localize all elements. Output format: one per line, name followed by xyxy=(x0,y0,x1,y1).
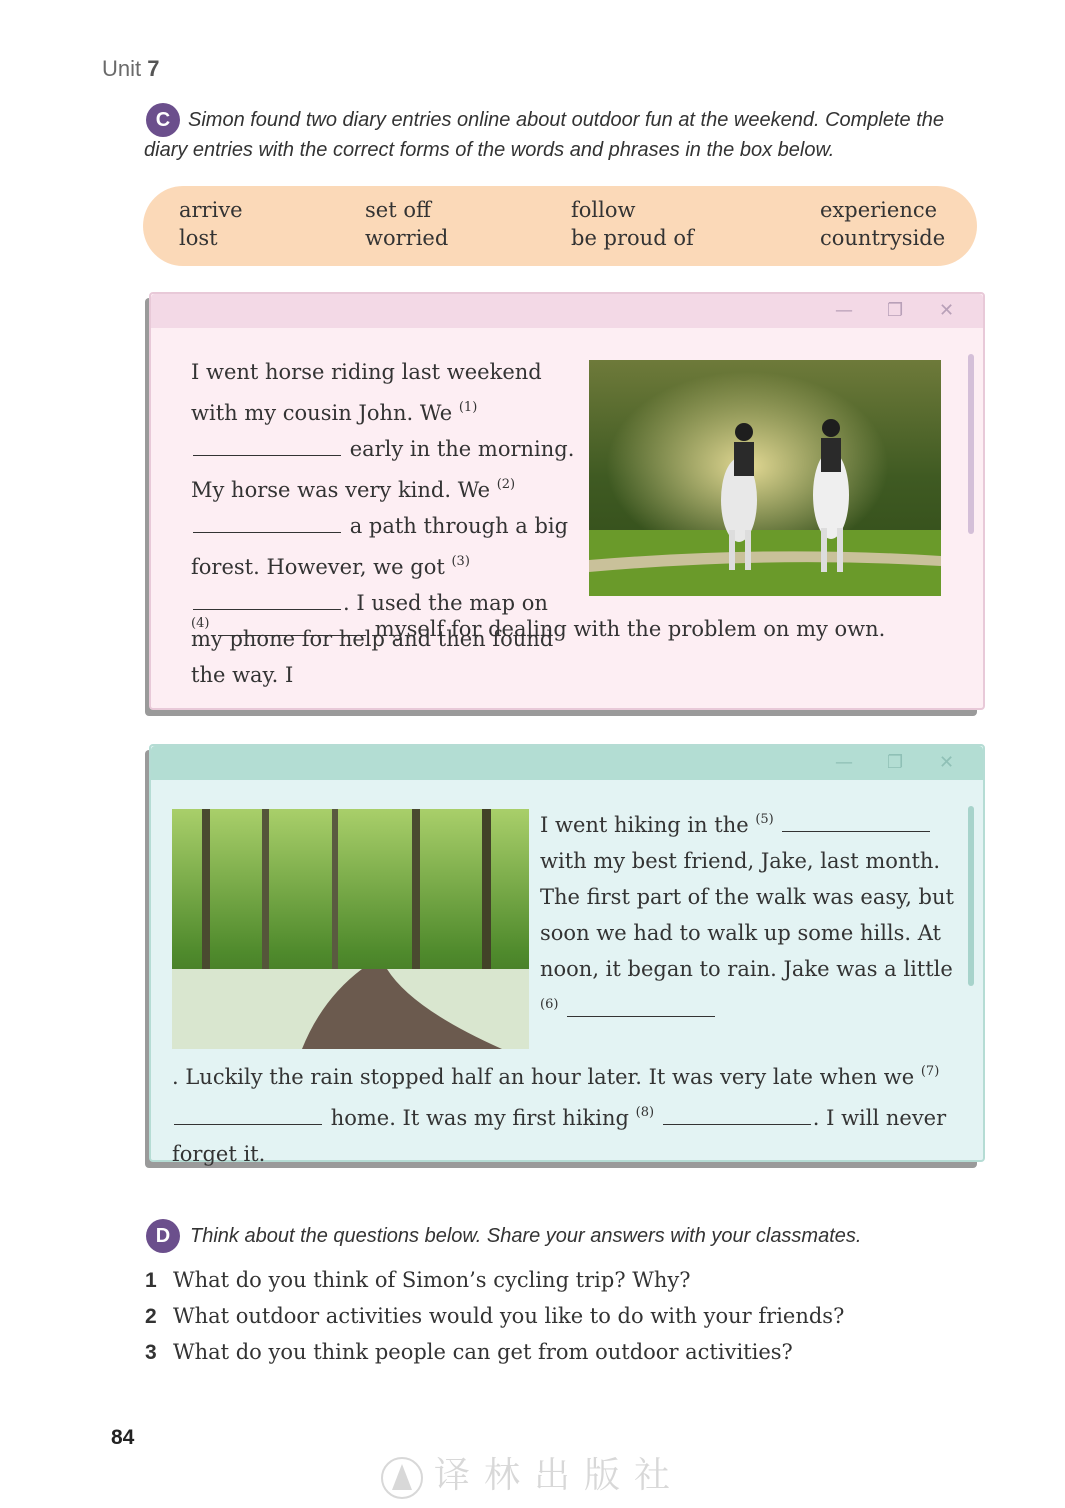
question-number: 3 xyxy=(145,1341,157,1364)
minimize-icon[interactable]: — xyxy=(835,752,853,773)
blank-number: (7) xyxy=(920,1064,940,1079)
word-item: set off xyxy=(365,198,431,222)
close-icon[interactable]: ✕ xyxy=(939,300,955,321)
answer-blank-5[interactable] xyxy=(782,811,930,832)
unit-label: Unit 7 xyxy=(102,56,160,81)
horse-riding-photo xyxy=(589,360,941,596)
entry2-text-bottom xyxy=(172,1054,952,1172)
section-c-instruction: Simon found two diary entries online about outdoor fun at the weekend. Complete the diary entries with the correct forms of the words and phrases in the box below. xyxy=(144,109,945,161)
blank-number: (8) xyxy=(635,1105,655,1120)
forest-path-photo xyxy=(172,809,529,1049)
blank-number: (2) xyxy=(496,477,516,492)
entry1-text: a path through a big forest. However, we got xyxy=(191,514,569,579)
question-text: What do you think of Simon’s cycling trip? Why? xyxy=(173,1268,691,1292)
answer-blank-6[interactable] xyxy=(567,996,715,1017)
answer-blank-2[interactable] xyxy=(193,512,341,533)
entry2-text: I went hiking in the xyxy=(540,813,749,837)
entry2-text: with my best friend, Jake, last month. The first part of the walk was easy, but soon we had to walk up some hills. At noon, it began to rain. Jake was a little xyxy=(540,849,954,981)
word-item: lost xyxy=(179,226,218,250)
page-number: 84 xyxy=(111,1426,135,1449)
blank-number: (4) xyxy=(191,616,210,631)
publisher-watermark xyxy=(380,1447,684,1497)
entry2-text-top xyxy=(540,802,960,1028)
publisher-name: 译林出版社 xyxy=(434,1455,685,1496)
section-d-instruction: Think about the questions below. Share your answers with your classmates. xyxy=(190,1225,862,1247)
window-titlebar xyxy=(151,746,983,780)
entry1-text: early in the morning. My horse was very kind. We xyxy=(191,437,575,502)
question-number: 1 xyxy=(145,1269,157,1292)
answer-blank-8[interactable] xyxy=(663,1104,811,1125)
entry1-text: I went horse riding last weekend with my cousin John. We xyxy=(191,360,542,425)
word-item: be proud of xyxy=(571,226,694,250)
section-d-badge: D xyxy=(146,1219,180,1253)
question-item xyxy=(145,1340,793,1365)
restore-icon[interactable]: ❐ xyxy=(887,752,904,773)
blank-number: (1) xyxy=(458,400,478,415)
minimize-icon[interactable]: — xyxy=(835,300,853,321)
word-item: countryside xyxy=(820,226,946,250)
entry1-text: myself for dealing with the problem on my own. xyxy=(374,617,886,641)
question-item xyxy=(145,1268,690,1293)
publisher-logo-icon xyxy=(380,1456,424,1500)
word-item: follow xyxy=(571,198,636,222)
window-titlebar xyxy=(151,294,983,328)
answer-blank-7[interactable] xyxy=(174,1104,322,1125)
diary-window-2 xyxy=(149,744,985,1166)
scrollbar-thumb[interactable] xyxy=(968,806,974,986)
answer-blank-1[interactable] xyxy=(193,435,341,456)
close-icon[interactable]: ✕ xyxy=(939,752,955,773)
word-box xyxy=(143,186,977,266)
entry2-text: . I will never forget it. xyxy=(172,1106,947,1166)
restore-icon[interactable]: ❐ xyxy=(887,300,904,321)
blank-number: (6) xyxy=(540,997,559,1012)
question-number: 2 xyxy=(145,1305,157,1328)
blank-number: (5) xyxy=(755,812,774,827)
question-item xyxy=(145,1304,844,1329)
diary-window-1 xyxy=(149,292,985,710)
word-item: worried xyxy=(365,226,449,250)
word-item: arrive xyxy=(179,198,243,222)
section-c-badge: C xyxy=(146,103,180,137)
word-item: experience xyxy=(820,198,938,222)
answer-blank-4[interactable] xyxy=(218,615,366,636)
scrollbar-thumb[interactable] xyxy=(968,354,974,534)
entry2-text: home. It was my first hiking xyxy=(330,1106,629,1130)
entry1-text-bottom xyxy=(191,606,951,647)
entry2-text: . Luckily the rain stopped half an hour later. It was very late when we xyxy=(172,1065,915,1089)
entry1-text: . I used the map on my phone for help and then found the way. I xyxy=(191,591,554,687)
blank-number: (3) xyxy=(451,554,470,569)
question-text: What do you think people can get from outdoor activities? xyxy=(173,1340,793,1364)
question-text: What outdoor activities would you like to do with your friends? xyxy=(173,1304,845,1328)
